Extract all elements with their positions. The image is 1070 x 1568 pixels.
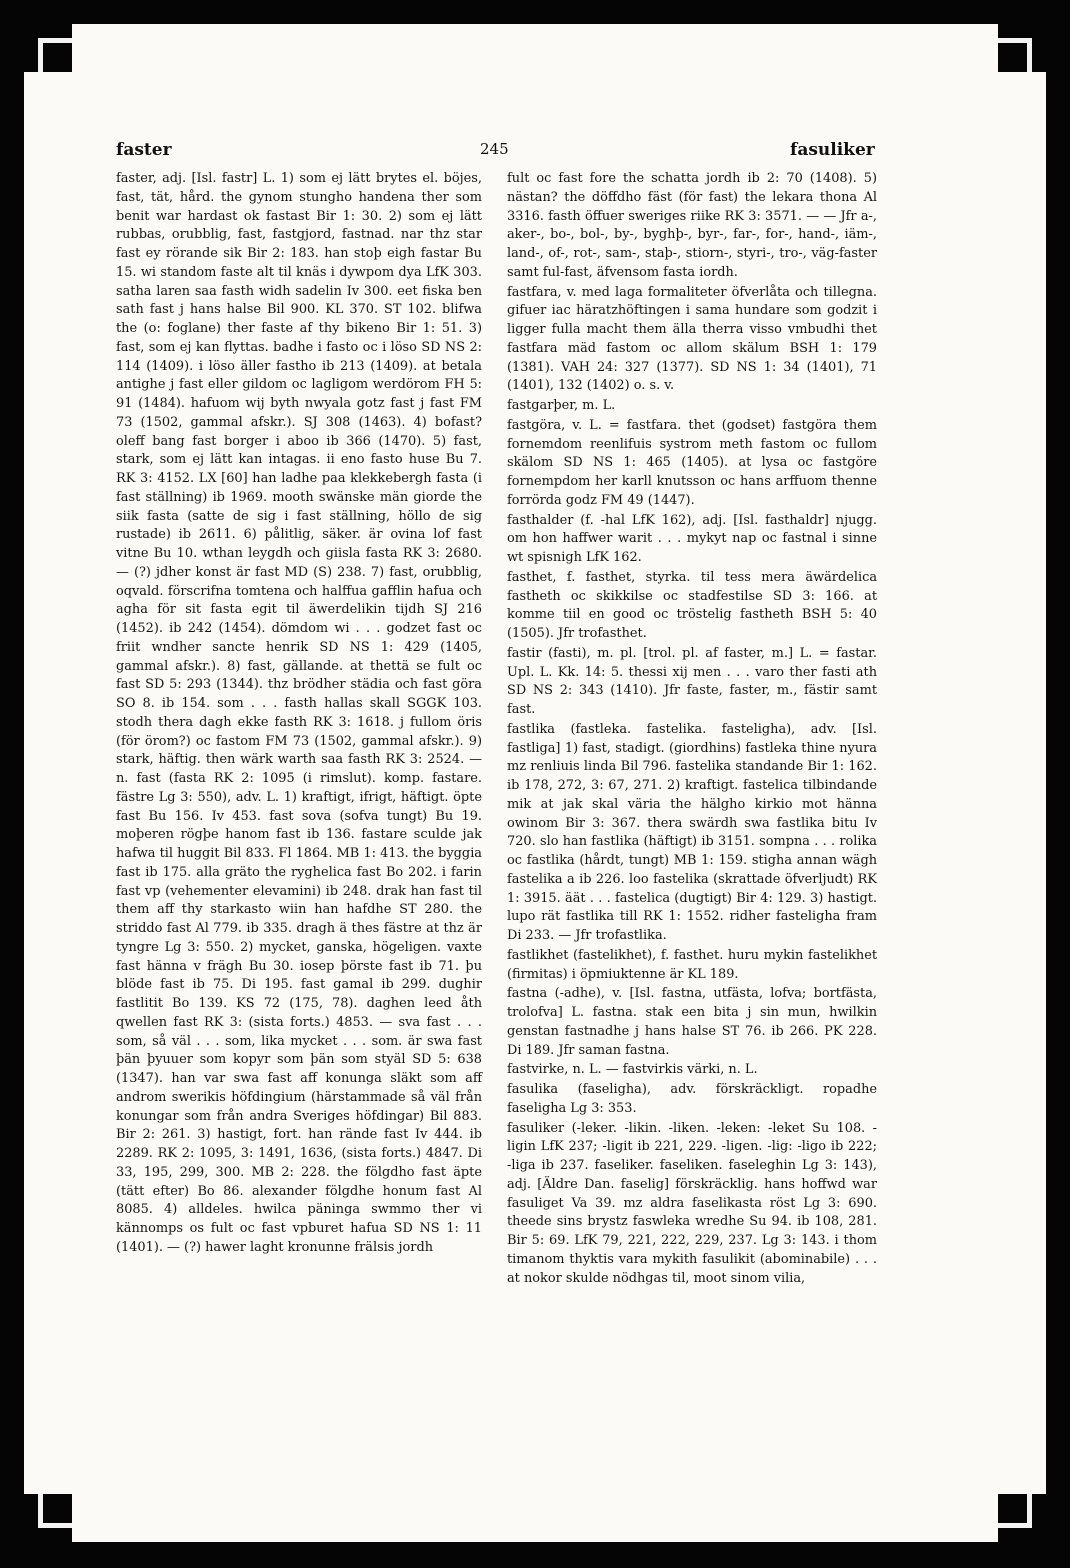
left-column [116, 170, 482, 1258]
entry-fastlika: fastlika (fastleka. fastelika. fasteligha), adv. [Isl. fastliga] 1) fast, stadigt. (giordhins) fastleka thine nyura mz renliuis linda Bil 796. fastelika standande Bir 1: 162. ib 178, 272, 3: 67, 271. 2) kraftigt. fastelica tilbindande mik at jak skal väria the hälgho kirkio mot hänna owinom Bir 3: 367. thera swärdh swa fastlika bitu Iv 720. slo han fastlika (häftigt) ib 3151. sompna . . . rolika oc fastlika (hårdt, tungt) MB 1: 159. stigha annan wägh fastelika a ib 226. loo fastelika (skrattade öfverljudt) RK 1: 3915. äät . . . fastelica (dugtigt) Bir 4: 129. 3) hastigt. lupo rät fastlika till RK 1: 1552. ridher fasteligha fram Di 233. — Jfr trofastlika. [507, 721, 877, 943]
running-head-right: fasuliker [790, 140, 875, 160]
crop-mark-top-left [24, 24, 72, 72]
entry-fasthalder: fasthalder (f. -hal LfK 162), adj. [Isl. fasthaldr] njugg. om hon haffwer warit . . . mykyt nap oc fastnal i sinne wt spisnigh LfK 162. [507, 512, 877, 565]
crop-mark-bottom-left [24, 1494, 72, 1542]
entry-faster: faster, adj. [Isl. fastr] L. 1) som ej lätt brytes el. böjes, fast, tät, hård. the gynom stungho handena ther som benit war hardast ok fastast Bir 1: 30. 2) som ej lätt rubbas, orubblig, fast, fastgjord, fastnad. nar thz star fast ey rörande sik Bir 2: 183. han stoþ eigh fastar Bu 15. wi standom faste alt til knäs i dywpom dya LfK 303. satha laren saa fasth widh sadelin Iv 300. eet fiska ben sath fast j hans halse Bil 900. KL 370. ST 102. blifwa the (o: foglane) ther faste af thy bikeno Bir 1: 51. 3) fast, som ej kan flyttas. badhe i fasto oc i löso SD NS 2: 114 (1409). i löso äller fastho ib 213 (1409). at betala antighe j fast eller gildom oc lagligom werdörom FH 5: 91 (1484). hafuom wij byth nwyala gotz fast j fast FM 73 (1502, gammal afskr.). SJ 308 (1463). 4) bofast? oleff bang fast borger i aboo ib 366 (1470). 5) fast, stark, som ej lätt kan intagas. ii eno fasto huse Bu 7. RK 3: 4152. LX [60] han ladhe paa klekkebergh fasta (i fast ställning) ib 1969. mooth swänske män giorde the siik fasta (satte de sig i fast ställning, höllo de sig rustade) ib 2611. 6) pålitlig, säker. är ovina lof fast vitne Bu 10. wthan leygdh och giisla fasta RK 3: 2680. — (?) jdher konst är fast MD (S) 238. 7) fast, orubblig, oqvald. förscrifna tomtena och halffua gafflin hafua och agha för sit fasta egit til äwerdelikin tijdh SJ 216 (1452). ib 242 (1454). dömdom wi . . . godzet fast oc friit wndher sancte henrik SD NS 1: 429 (1405, gammal afskr.). 8) fast, gällande. at thettä se fult oc fast SD 5: 293 (1344). thz brödher städia och fast göra SO 8. ib 154. som . . . fasth hallas skall SGGK 103. stodh thera dagh ekke fasth RK 3: 1618. j fullom öris (för örom?) oc fastom FM 73 (1502, gammal afskr.). 9) stark, häftig. then wärk warth saa fasth RK 3: 2524. — n. fast (fasta RK 2: 1095 (i rimslut). komp. fastare. fästre Lg 3: 550), adv. L. 1) kraftigt, ifrigt, häftigt. öpte fast Bu 156. Iv 453. fast sova (sofva tungt) Bu 19. moþeren rögþe hanom fast ib 136. fastare sculde jak hafwa til huggit Bil 833. Fl 1864. MB 1: 413. the byggia fast ib 175. alla gräto the ryghelica fast Bo 202. i farin fast vp (vehementer elevamini) ib 248. drak han fast til them aff thy starkasto wiin han hafdhe ST 280. the striddo fast Al 779. ib 335. dragh ä thes fästre at thz är tyngre Lg 3: 550. 2) mycket, ganska, högeligen. vaxte fast hänna v frägh Bu 30. iosep þörste fast ib 71. þu blöde fast ib 75. Di 195. fast gamal ib 299. dughir fastlitit Bo 139. KS 72 (175, 78). daghen leed åth qwellen fast RK 3: (sista forts.) 4853. — sva fast . . . som, så väl . . . som, lika mycket . . . som. är swa fast þän þyuuer som kopyr som þän som styäl SD 5: 638 (1347). han var swa fast aff konunga släkt som aff androm swerikis höfdingium (härstammade så väl från konungar som från andra Sveriges höfdingar) Bil 883. Bir 2: 261. 3) hastigt, fort. han rände fast Iv 444. ib 2289. RK 2: 1095, 3: 1491, 1636, (sista forts.) 4847. Di 33, 195, 299, 300. MB 2: 228. the fölgdho fast äpte (tätt efter) Bo 86. alexander fölgdhe honum fast Al 8085. 4) alldeles. hwilca päninga swmmo ther vi kännomps os fult oc fast vpburet hafua SD NS 1: 11 (1401). — (?) hawer laght kronunne frälsis jordh [116, 171, 482, 1255]
entry-faster-continued: fult oc fast fore the schatta jordh ib 2: 70 (1408). 5) nästan? the döffdho fäst (för fast) the lekara thona Al 3316. fasth öffuer sweriges riike RK 3: 3571. — — Jfr a-, aker-, bo-, bol-, by-, byghþ-, byr-, far-, for-, hand-, iäm-, land-, of-, rot-, sam-, staþ-, stiorn-, styri-, tro-, väg-faster samt ful-fast, äfvensom fasta iordh. [507, 171, 877, 280]
running-head-left: faster [116, 140, 172, 160]
entry-fastgarper: fastgarþer, m. L. [507, 398, 616, 413]
crop-mark-top-right [998, 24, 1046, 72]
page-number: 245 [480, 140, 509, 158]
entry-fasulika: fasulika (faseligha), adv. förskräckligt. ropadhe faseligha Lg 3: 353. [507, 1082, 877, 1116]
entry-fastna: fastna (-adhe), v. [Isl. fastna, utfästa, lofva; bortfästa, trolofva] L. fastna. stak een bita j sin mun, hwilkin genstan fastnadhe j hans halse ST 76. ib 266. PK 228. Di 189. Jfr saman fastna. [507, 986, 877, 1058]
entry-fastfara: fastfara, v. med laga formaliteter öfverlåta och tillegna. gifuer iac häratzhöftingen i sama hundare som godzit i ligger fulla macht them älla therra visso vmbudhi thet fastfara mäd fastom oc allom skälum BSH 1: 179 (1381). VAH 24: 327 (1377). SD NS 1: 34 (1401), 71 (1401), 132 (1402) o. s. v. [507, 284, 877, 394]
crop-mark-bottom-right [998, 1494, 1046, 1542]
entry-fastgora: fastgöra, v. L. = fastfara. thet (godset) fastgöra them fornemdom reenlifuis systrom meth fastom oc fullom skälom SD NS 1: 465 (1405). at lysa oc fastgöre fornempdom her karll knutsson oc hans arffuom thenne forrörda godz FM 49 (1447). [507, 417, 877, 508]
right-column [507, 170, 877, 1288]
entry-fasthet: fasthet, f. fasthet, styrka. til tess mera äwärdelica fastheth oc skikkilse oc stadfestilse SD 3: 166. at komme tiil en good oc tröstelig fastheth BSH 5: 40 (1505). Jfr trofasthet. [507, 569, 877, 641]
entry-fastir: fastir (fasti), m. pl. [trol. pl. af faster, m.] L. = fastar. Upl. L. Kk. 14: 5. thessi xij men . . . varo ther fasti ath SD NS 2: 343 (1410). Jfr faste, faster, m., fästir samt fast. [507, 645, 877, 717]
entry-fastlikhet: fastlikhet (fastelikhet), f. fasthet. huru mykin fastelikhet (firmitas) i öpmiuktenne är KL 189. [507, 947, 877, 982]
entry-fastvirke: fastvirke, n. L. — fastvirkis värki, n. L. [507, 1062, 758, 1078]
entry-fasuliker: fasuliker (-leker. -likin. -liken. -leken: -leket Su 108. -ligin LfK 237; -ligit ib 221, 229. -ligen. -lig: -ligo ib 222; -liga ib 237. faseliker. faseliken. faseleghin Lg 3: 143), adj. [Äldre Dan. faselig] förskräcklig. hans hoffwd war fasuliget Va 39. mz aldra faselikasta röst Lg 3: 690. theede sins brystz faswleka wredhe Su 94. ib 108, 281. Bir 5: 69. LfK 79, 221, 222, 229, 237. Lg 3: 143. i thom timanom thyktis vara mykith fasulikit (abominabile) . . . at nokor skulde nödhgas til, moot sinom vilia, [507, 1120, 877, 1286]
